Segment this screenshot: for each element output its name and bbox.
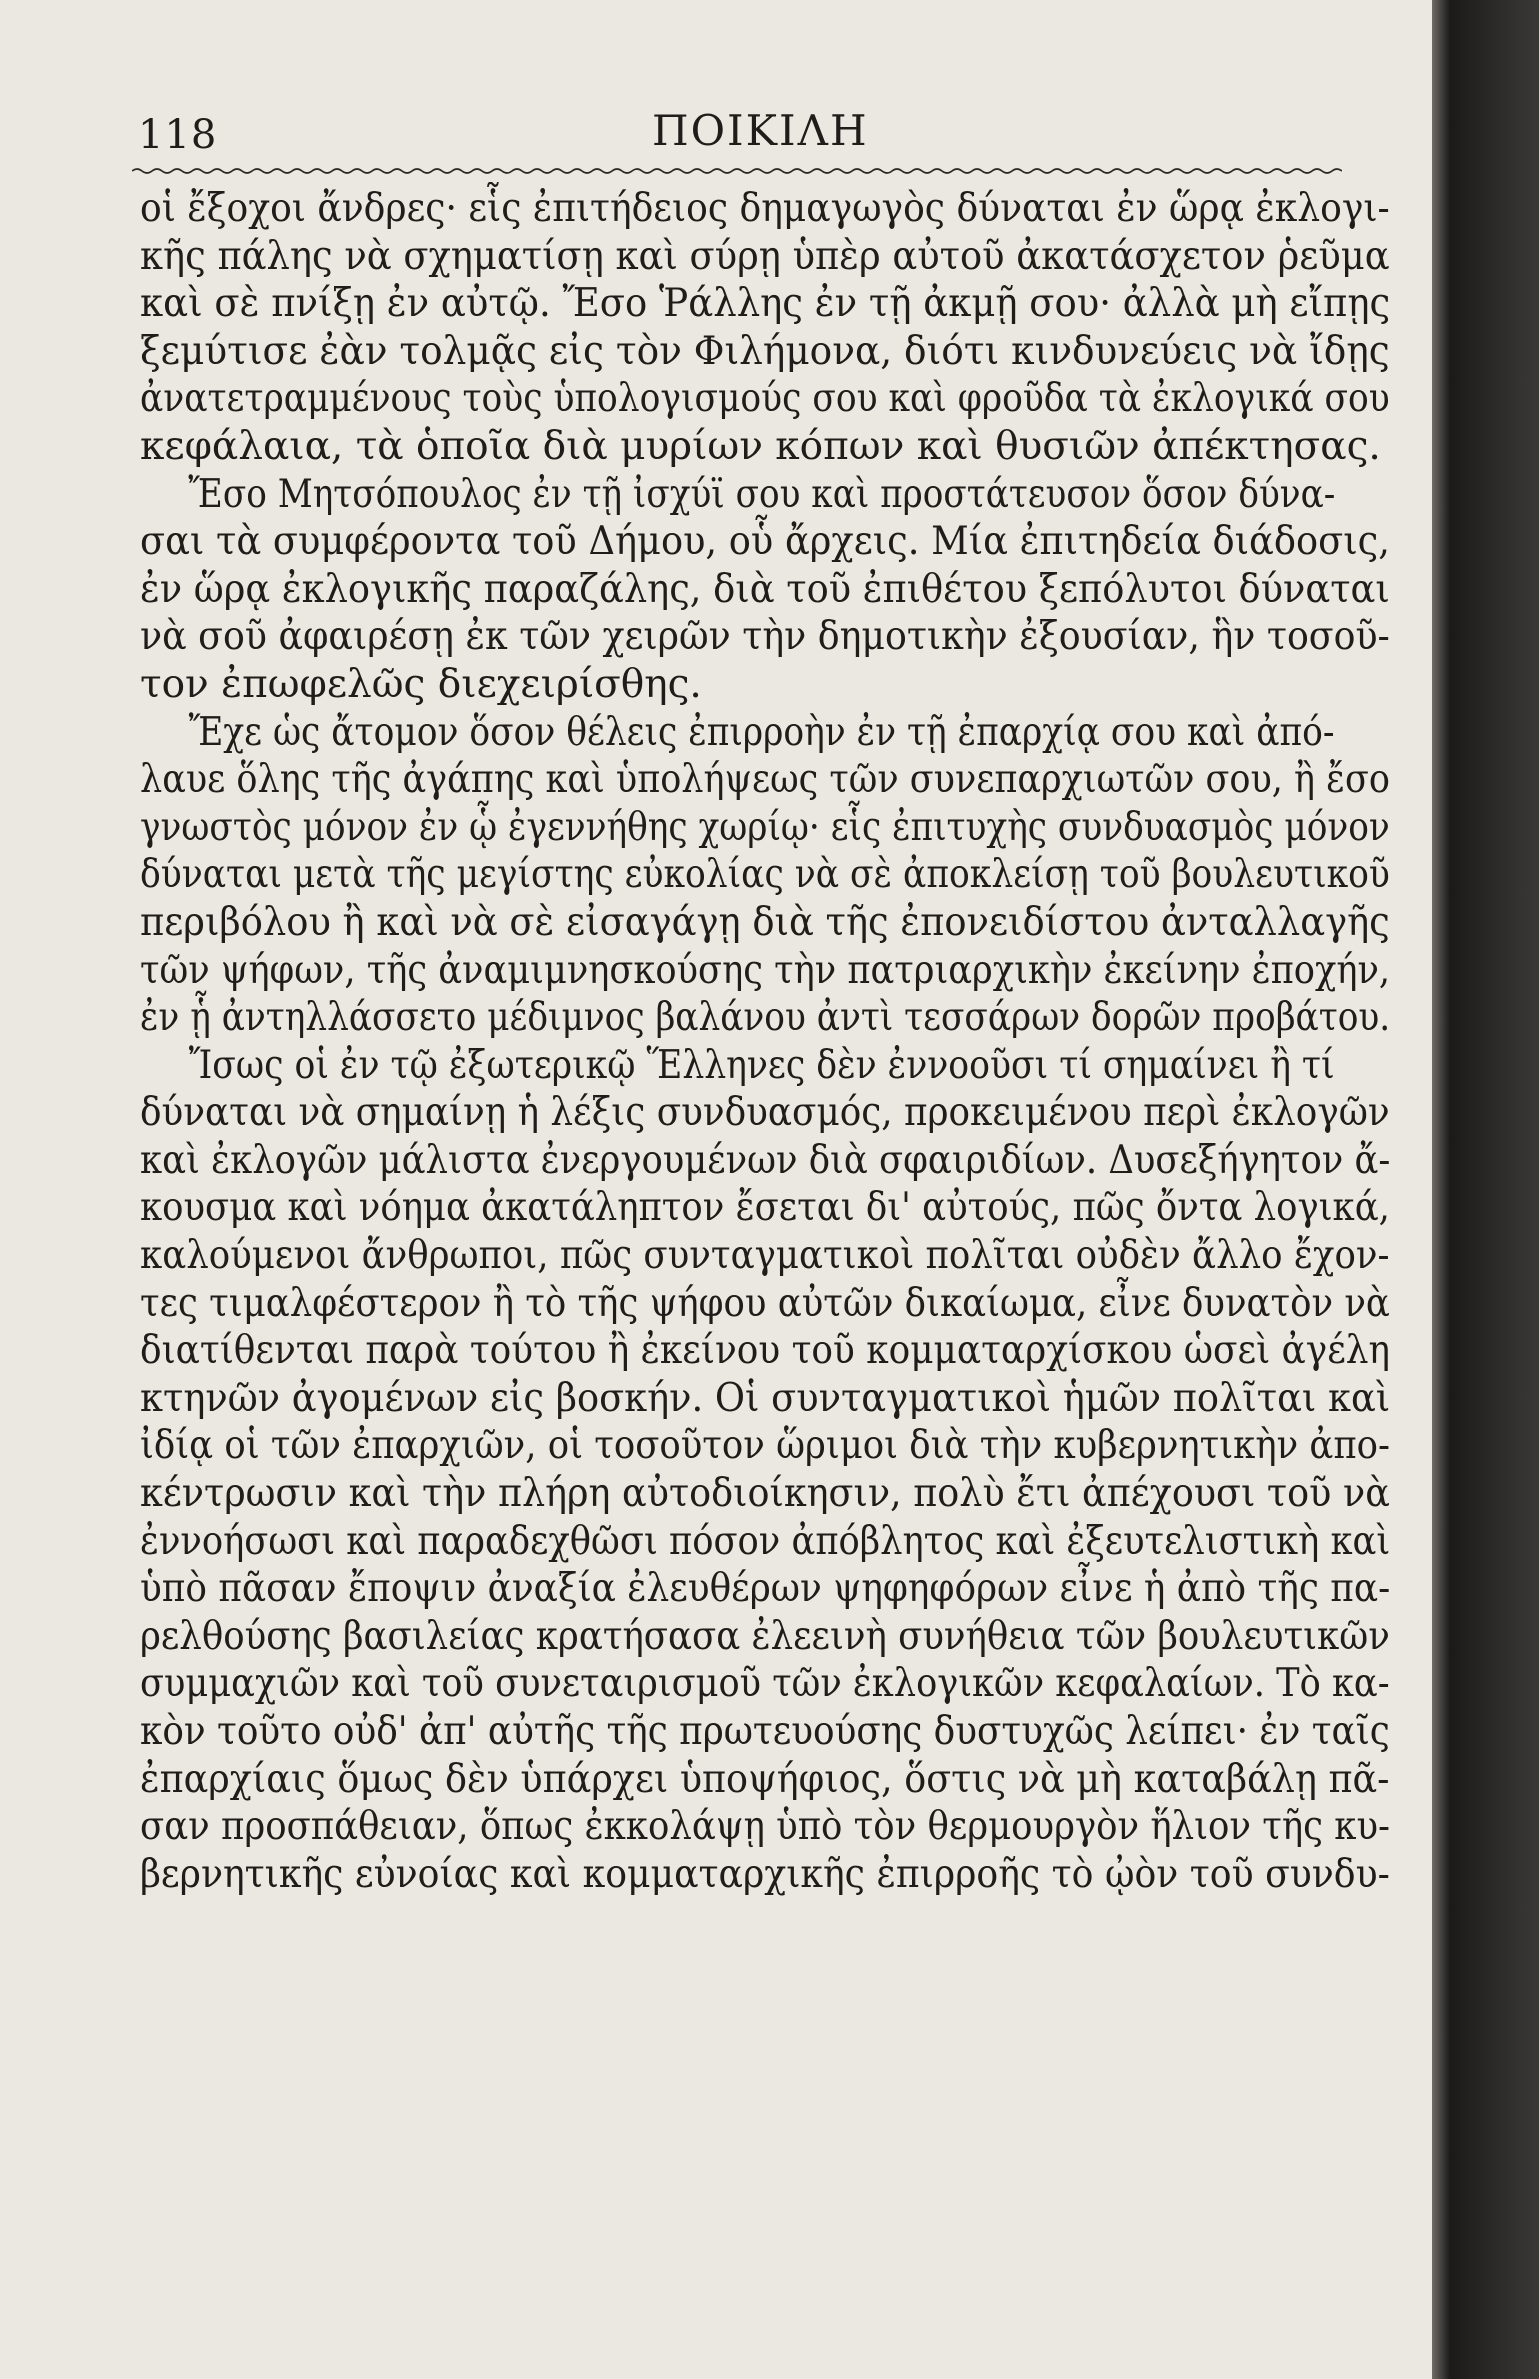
text-line: Ἔχε ὡς ἄτομον ὅσον θέλεις ἐπιρροὴν ἐν τῇ ἐπαρχίᾳ σου καὶ ἀπό- [188, 709, 1335, 755]
text-line: Ἔσο Μητσόπουλος ἐν τῇ ἰσχύϊ σου καὶ προστάτευσον ὅσον δύνα- [188, 471, 1336, 517]
text-line: σαι τὰ συμφέροντα τοῦ Δήμου, οὗ ἄρχεις. Μία ἐπιτηδεία διάδοσις, [140, 519, 1390, 565]
text-line: δύναται μετὰ τῆς μεγίστης εὐκολίας νὰ σὲ ἀποκλείσῃ τοῦ βουλευτικοῦ [140, 852, 1390, 898]
text-line: σαν προσπάθειαν, ὅπως ἐκκολάψῃ ὑπὸ τὸν θερμουργὸν ἥλιον τῆς κυ- [140, 1804, 1391, 1850]
text-line: ξεμύτισε ἐὰν τολμᾷς εἰς τὸν Φιλήμονα, διότι κινδυνεύεις νὰ ἴδῃς [140, 328, 1390, 374]
text-line: ἐν ᾗ ἀντηλλάσσετο μέδιμνος βαλάνου ἀντὶ τεσσάρων δορῶν προβάτου. [140, 995, 1391, 1041]
text-line: ἐν ὥρᾳ ἐκλογικῆς παραζάλης, διὰ τοῦ ἐπιθέτου ξεπόλυτοι δύναται [140, 566, 1390, 612]
page-header [132, 92, 1332, 162]
text-line: ὑπὸ πᾶσαν ἔποψιν ἀναξία ἐλευθέρων ψηφηφόρων εἶνε ἡ ἀπὸ τῆς πα- [140, 1566, 1391, 1612]
text-line: ρελθούσης βασιλείας κρατήσασα ἐλεεινὴ συνήθεια τῶν βουλευτικῶν [140, 1613, 1390, 1659]
text-line: καὶ σὲ πνίξῃ ἐν αὐτῷ. Ἔσο Ῥάλλης ἐν τῇ ἀκμῇ σου· ἀλλὰ μὴ εἴπῃς [140, 281, 1391, 327]
text-line: λαυε ὅλης τῆς ἀγάπης καὶ ὑπολήψεως τῶν συνεπαρχιωτῶν σου, ἢ ἔσο [140, 757, 1390, 803]
text-line: Ἴσως οἱ ἐν τῷ ἐξωτερικῷ Ἕλληνες δὲν ἐννοοῦσι τί σημαίνει ἢ τί [188, 1042, 1335, 1088]
text-line: τον ἐπωφελῶς διεχειρίσθης. [140, 661, 702, 707]
text-line: κῆς πάλης νὰ σχηματίσῃ καὶ σύρῃ ὑπὲρ αὐτοῦ ἀκατάσχετον ῥεῦμα [140, 233, 1390, 279]
body-text [140, 185, 1390, 1898]
text-line: τες τιμαλφέστερον ἢ τὸ τῆς ψήφου αὐτῶν δικαίωμα, εἶνε δυνατὸν νὰ [140, 1280, 1390, 1326]
text-line: κτηνῶν ἀγομένων εἰς βοσκήν. Οἱ συνταγματικοὶ ἡμῶν πολῖται καὶ [140, 1375, 1391, 1421]
text-line: ἰδίᾳ οἱ τῶν ἐπαρχιῶν, οἱ τοσοῦτον ὥριμοι διὰ τὴν κυβερνητικὴν ἀπο- [140, 1423, 1390, 1469]
text-line: βερνητικῆς εὐνοίας καὶ κομματαρχικῆς ἐπιρροῆς τὸ ᾠὸν τοῦ συνδυ- [140, 1851, 1390, 1897]
book-spine-shadow [1432, 0, 1539, 2379]
text-line: ἐννοήσωσι καὶ παραδεχθῶσι πόσον ἀπόβλητος καὶ ἐξευτελιστικὴ καὶ [140, 1518, 1391, 1564]
text-line: περιβόλου ἢ καὶ νὰ σὲ εἰσαγάγῃ διὰ τῆς ἐπονειδίστου ἀνταλλαγῆς [140, 899, 1390, 945]
text-line: καλούμενοι ἄνθρωποι, πῶς συνταγματικοὶ πολῖται οὐδὲν ἄλλο ἔχον- [140, 1233, 1390, 1279]
text-line: ἐπαρχίαις ὅμως δὲν ὑπάρχει ὑποψήφιος, ὅστις νὰ μὴ καταβάλῃ πᾶ- [140, 1756, 1390, 1802]
running-title: ΠΟΙΚΙΛΗ [652, 106, 869, 155]
text-line: συμμαχιῶν καὶ τοῦ συνεταιρισμοῦ τῶν ἐκλογικῶν κεφαλαίων. Τὸ κα- [140, 1661, 1390, 1707]
header-rule [132, 166, 1342, 176]
text-line: δύναται νὰ σημαίνῃ ἡ λέξις συνδυασμός, προκειμένου περὶ ἐκλογῶν [140, 1090, 1390, 1136]
text-line: ἀνατετραμμένους τοὺς ὑπολογισμούς σου καὶ φροῦδα τὰ ἐκλογικά σου [140, 376, 1390, 422]
text-line: καὶ ἐκλογῶν μάλιστα ἐνεργουμένων διὰ σφαιριδίων. Δυσεξήγητον ἄ- [140, 1137, 1391, 1183]
text-line: οἱ ἔξοχοι ἄνδρες· εἷς ἐπιτήδειος δημαγωγὸς δύναται ἐν ὥρᾳ ἐκλογι- [140, 186, 1390, 231]
text-line: κὸν τοῦτο οὐδ' ἀπ' αὐτῆς τῆς πρωτευούσης δυστυχῶς λείπει· ἐν ταῖς [140, 1709, 1390, 1754]
text-line: κουσμα καὶ νόημα ἀκατάληπτον ἔσεται δι' αὐτούς, πῶς ὄντα λογικά, [140, 1185, 1390, 1231]
text-line: τῶν ψήφων, τῆς ἀναμιμνησκούσης τὴν πατριαρχικὴν ἐκείνην ἐποχήν, [140, 947, 1391, 993]
text-line: νὰ σοῦ ἀφαιρέσῃ ἐκ τῶν χειρῶν τὴν δημοτικὴν ἐξουσίαν, ἣν τοσοῦ- [140, 614, 1390, 660]
page-number: 118 [138, 112, 218, 158]
text-line: κεφάλαια, τὰ ὁποῖα διὰ μυρίων κόπων καὶ θυσιῶν ἀπέκτησας. [140, 423, 1381, 469]
text-line: διατίθενται παρὰ τούτου ἢ ἐκείνου τοῦ κομματαρχίσκου ὡσεὶ ἀγέλη [140, 1328, 1391, 1374]
text-line: κέντρωσιν καὶ τὴν πλήρη αὐτοδιοίκησιν, πολὺ ἔτι ἀπέχουσι τοῦ νὰ [140, 1471, 1390, 1517]
text-line: γνωστὸς μόνον ἐν ᾧ ἐγεννήθης χωρίῳ· εἷς ἐπιτυχὴς συνδυασμὸς μόνον [140, 804, 1390, 850]
